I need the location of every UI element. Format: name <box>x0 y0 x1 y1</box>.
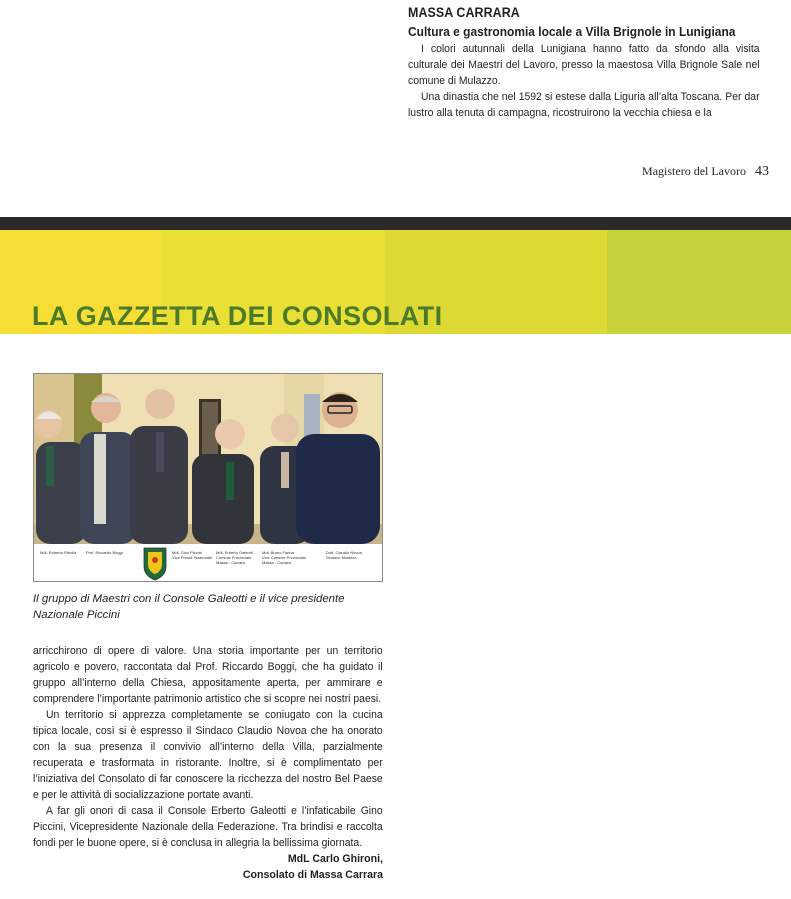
top-article <box>408 4 760 121</box>
section-heading: MASSA CARRARA <box>408 5 520 20</box>
band-segment-4 <box>607 230 791 334</box>
body-paragraph-2: Un territorio si apprezza completamente se coniugato con la cucina tipica locale, così si è espresso il Sindaco Claudio Novoa che ha onorato con la sua presenza il convivio all’interno della Villa, parzialmente recuperata e trasformata in ristorante. Inoltre, si è complimentato per l’iniziativa del Consolato di far conoscere la ricchezza del nostro Bel Paese e per le attività di socializzazione portate avanti. <box>33 709 383 801</box>
photo-label-1: MdL Roberto Ribolla <box>40 550 77 555</box>
signature-author: MdL Carlo Ghironi, <box>287 853 383 865</box>
photo-label-6: Dott. Claudio Novoa Sindaco Mulazzo <box>326 550 362 560</box>
dark-rule <box>0 217 791 230</box>
body-paragraph-1: arricchirono di opere di valore. Una storia importante per un territorio agricolo e povero, raccontata dal Prof. Riccardo Boggi, che ha guidato il gruppo all’interno della Chiesa, appositamente aperta, per ammirare e comprendere l’importante patrimonio artistico che si scopre nei nostri paesi. <box>33 645 383 705</box>
section-banner-title: LA GAZZETTA DEI CONSOLATI <box>32 301 443 331</box>
magazine-name: Magistero del Lavoro <box>642 164 746 178</box>
group-photo-illustration <box>34 374 383 582</box>
crest-logo <box>144 548 166 580</box>
photo-label-2: Prof. Riccardo Boggi <box>86 550 123 555</box>
photo-label-4: MdL Erberto Galeotti Console Provinciale Massa - Carrara <box>216 550 253 565</box>
page-number: 43 <box>755 164 769 179</box>
photo-label-3: MdL Gino Piccini Vice Presid. Nazionale <box>172 550 213 560</box>
photo-label-5: MdL Bruno Farina Vice Console Provinciale Massa - Carrara <box>262 550 307 565</box>
signature-affiliation: Consolato di Massa Carrara <box>242 869 383 881</box>
top-paragraph-1: I colori autunnali della Lunigiana hanno fatto da sfondo alla visita culturale dei Maestri del Lavoro, presso la maestosa Villa Brignole Sale nel comune di Mulazzo. <box>408 43 760 87</box>
page-folio <box>560 163 769 180</box>
body-article <box>33 643 383 883</box>
photo-caption: Il gruppo di Maestri con il Console Galeotti e il vice presidente Nazionale Piccini <box>33 593 345 621</box>
body-paragraph-3: A far gli onori di casa il Console Erberto Galeotti e l’infaticabile Gino Piccini, Vicepresidente Nazionale della Federazione. Tra brindisi e raccolta fondi per le buone opere, si è conclusa in allegria la bellissima giornata. <box>33 805 383 849</box>
top-paragraph-2: Una dinastia che nel 1592 si estese dalla Liguria all’alta Toscana. Per dar lustro alla tenuta di campagna, ricostruirono la vecchia chiesa e la <box>408 91 760 119</box>
article-headline: Cultura e gastronomia locale a Villa Brignole in Lunigiana <box>408 24 736 39</box>
group-photo <box>33 373 383 582</box>
